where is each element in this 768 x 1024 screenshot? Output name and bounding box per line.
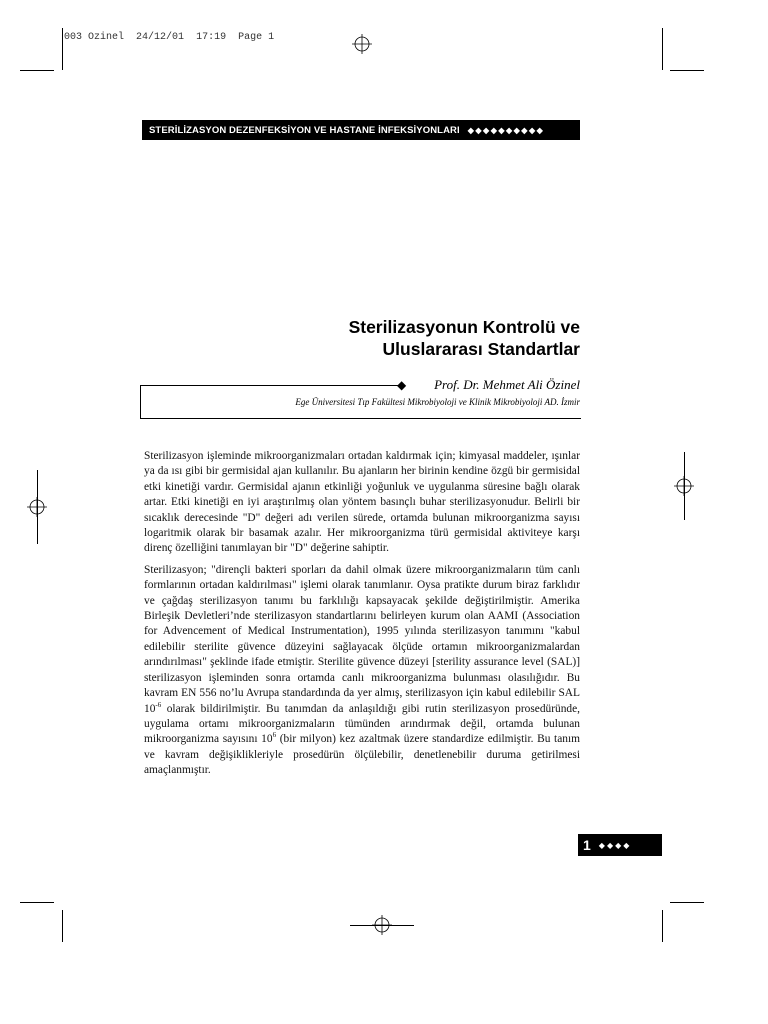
author-name: Prof. Dr. Mehmet Ali Özinel xyxy=(434,377,580,392)
crop-mark-bottom-left-v xyxy=(62,910,63,942)
article-title xyxy=(349,316,580,360)
body-paragraph-1: Sterilizasyon işleminde mikroorganizmaları ortadan kaldırmak için; kimyasal maddeler, ışınlar ya da ısı gibi bir germisidal ajan kullanılır. Bu ajanların her birinin kendine özgü bir germisidal etki kinetiği vardır. Germisidal ajanın etkinliği yoğunluk ve uygulanma süresine bağlı olarak artar. Etki kinetiği en iyi araştırılmış olan yöntem basınçlı buhar sterilizasyonudur. Belirli bir sıcaklık derecesinde "D" değeri adı verilen sürede, ortamda bulunan mikroorganizma sayısı logaritmik olarak bir basamak azalır. Her mikroorganizma türü germisidal aktiviteye karşı direnç özelliğini tanımlayan bir "D" değerine sahiptir. xyxy=(144,450,580,555)
slug-date: 24/12/01 xyxy=(136,32,185,43)
crop-mark-bottom-right-v xyxy=(662,910,663,942)
crop-mark-top-right-h xyxy=(670,70,704,71)
slug-page: Page 1 xyxy=(238,32,275,43)
article-title-line1: Sterilizasyonun Kontrolü ve xyxy=(348,317,580,337)
crop-mark-bottom-left-h xyxy=(20,902,54,903)
running-header xyxy=(142,120,580,140)
registration-line-bottom xyxy=(350,925,414,926)
crop-mark-top-left-h xyxy=(20,70,54,71)
author-affiliation: Ege Üniversitesi Tıp Fakültesi Mikrobiyoloji ve Klinik Mikrobiyoloji AD. İzmir xyxy=(295,397,580,407)
slug-file: 003 Ozinel xyxy=(64,32,125,43)
page-number-box xyxy=(578,834,662,856)
crop-mark-top-right-v xyxy=(662,28,663,70)
article-body xyxy=(144,449,580,785)
author-diamond-marker: ◆ xyxy=(397,378,407,392)
author-rule xyxy=(140,385,398,386)
page-number: 1 xyxy=(583,837,591,853)
crop-mark-top-left-v xyxy=(62,28,63,70)
footer-diamond-ornament: ◆◆◆◆ xyxy=(598,840,632,850)
header-diamond-ornament: ◆◆◆◆◆◆◆◆◆◆ xyxy=(467,125,545,135)
registration-line-left xyxy=(37,470,38,544)
registration-line-right xyxy=(684,452,685,520)
registration-mark-top xyxy=(352,34,372,54)
running-header-title: STERİLİZASYON DEZENFEKSİYON VE HASTANE İNFEKSİYONLARI xyxy=(149,124,460,136)
body-paragraph-2: Sterilizasyon; "dirençli bakteri sporları da dahil olmak üzere mikroorganizmaların tüm canlı formlarının ortadan kaldırılması" işlemi olarak tanımlanır. Oysa pratikte durum biraz farklıdır ve çağdaş sterilizasyon tanımı bu farklılığı kapsayacak şekilde değiştirilmiştir. Amerika Birleşik Devletleri’nde sterilizasyon standartlarını belirleyen kurum olan AAMI (Association for Advencement of Medical Instrumentation), 1995 yılında sterilizasyon tanımını "kabul edilebilir sterilite güvence düzeyini sağlayacak ölçüde ortamın mikroorganizmalardan arındırılması" şeklinde ifade etmiştir. Sterilite güvence düzeyi [sterility assurance level (SAL)] sterilizasyon işleminden sonra ortamda canlı mikroorganizma bulunması olasılığıdır. Bu kavram EN 556 no’lu Avrupa standardında da yer almış, sterilizasyon için kabul edilebilir SAL $10^{-6}$ olarak bildirilmiştir. Bu tanımdan da anlaşıldığı gibi rutin sterilizasyon prosedüründe, uygulama ortamı mikroorganizmaların tümünden arındırmak değil, ortamda bulunan mikroorganizma sayısını $10^6$ (bir milyon) kez azaltmak üzere standardize edilmiştir. Bu tanım ve kavram değişiklikleriyle prosedürün ölçülebilir, denetlenebilir duruma getirilmesi amaçlanmıştır. xyxy=(144,563,580,777)
crop-mark-bottom-right-h xyxy=(670,902,704,903)
slug-time: 17:19 xyxy=(196,32,227,43)
print-slug xyxy=(64,32,274,43)
article-title-line2: Uluslararası Standartlar xyxy=(382,339,580,359)
